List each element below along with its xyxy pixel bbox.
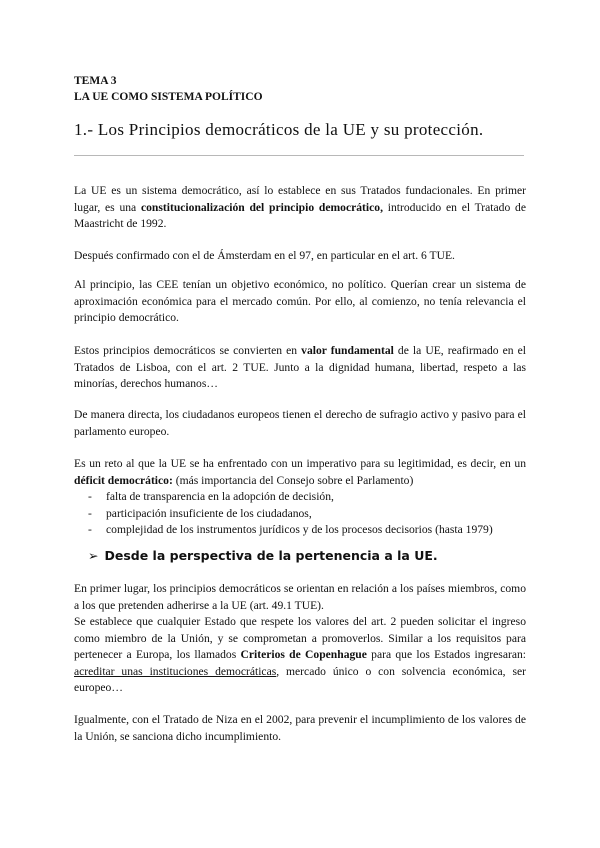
p6-text-a: Es un reto al que la UE se ha enfrentado con un imperativo para su legitimidad, es decir, en un <box>74 457 526 470</box>
heading-divider <box>74 155 524 156</box>
p7-bold: Criterios de Copenhague <box>240 648 367 661</box>
arrow-bullet-icon: ➢ <box>88 548 99 563</box>
p7-text-a: En primer lugar, los principios democráticos se orientan en relación a los países miembros, como a los que pretenden adherirse a la UE (art. 49.1 TUE). <box>74 582 526 612</box>
p6-bold: déficit democrático: <box>74 473 173 487</box>
p6-text-c: (más importancia del Consejo sobre el Parlamento) <box>172 473 414 487</box>
p4-text-a: Estos principios democráticos se convierten en <box>74 344 302 357</box>
p1-bold: constitucionalización del principio democrático, <box>140 200 383 214</box>
subsection-heading <box>88 548 438 563</box>
paragraph-2: Después confirmado con el de Ámsterdam en el 97, en particular en el art. 6 TUE. <box>74 249 455 262</box>
paragraph-7 <box>74 581 526 697</box>
p1-text-c: introducido en el Tratado de Maastricht de 1992. <box>74 200 526 230</box>
paragraph-6 <box>74 456 526 489</box>
p4-bold: valor fundamental <box>301 344 394 357</box>
subsection-title: Desde la perspectiva de la pertenencia a la UE. <box>104 548 438 563</box>
paragraph-3: Al principio, las CEE tenían un objetivo económico, no político. Querían crear un sistema de aproximación económica para el mercado común. Por ello, al comienzo, no tenía relevancia el principio democrático. <box>74 278 526 324</box>
p7-underlined: acreditar unas instituciones democráticas <box>74 664 277 678</box>
p7-text-d: para que los Estados ingresaran: <box>366 648 526 661</box>
paragraph-5: De manera directa, los ciudadanos europeos tienen el derecho de sufragio activo y pasivo para el parlamento europeo. <box>74 408 526 438</box>
paragraph-4 <box>74 343 526 393</box>
tema-number: TEMA 3 <box>74 75 117 87</box>
p7-text-f: , mercado único o con solvencia económica, ser europeo… <box>74 664 526 694</box>
document-header <box>74 73 263 105</box>
paragraph-8: Igualmente, con el Tratado de Niza en el 2002, para prevenir el incumplimiento de los valores de la Unión, se sanciona dicho incumplimiento. <box>74 713 526 743</box>
list-item: - participación insuficiente de los ciudadanos, <box>88 506 493 523</box>
p4-text-c: de la UE, reafirmado en el Tratados de Lisboa, con el art. 2 TUE. Junto a la dignidad humana, libertad, respeto a las minorías, derechos humanos… <box>74 344 526 390</box>
tema-subtitle: LA UE COMO SISTEMA POLÍTICO <box>74 91 263 103</box>
list-item: - complejidad de los instrumentos jurídicos y de los procesos decisorios (hasta 1979) <box>88 522 493 539</box>
paragraph-1 <box>74 183 526 233</box>
p7-text-b: Se establece que cualquier Estado que respete los valores del art. 2 pueden solicitar el ingreso como miembro de la Unión, y se comprometan a promoverlos. Similar a los requisitos para pertenecer a Europa, los llamados <box>74 615 526 661</box>
deficit-list <box>88 489 493 539</box>
list-item: - falta de transparencia en la adopción de decisión, <box>88 489 493 506</box>
p1-text-a: La UE es un sistema democrático, así lo establece en sus Tratados fundacionales. En primer lugar, es una <box>74 184 526 214</box>
section-heading: 1.- Los Principios democráticos de la UE y su protección. <box>74 120 484 139</box>
